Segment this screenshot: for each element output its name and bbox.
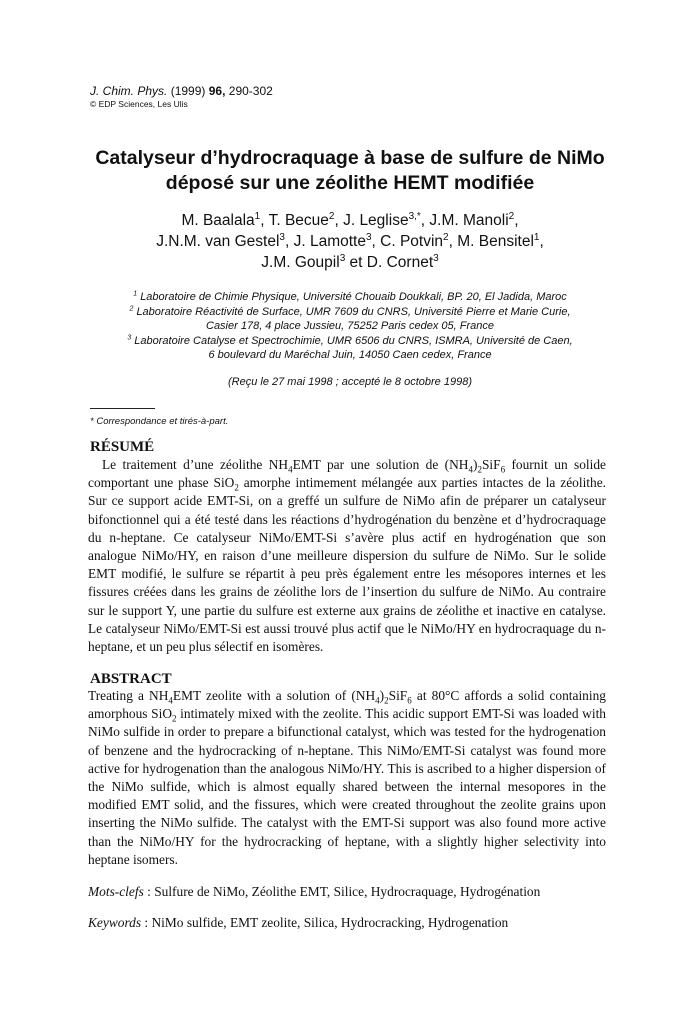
affiliation-line: Laboratoire Catalyse et Spectrochimie, UMR 6506 du CNRS, ISMRA, Université de Caen, (134, 334, 573, 347)
subscript: 2 (477, 464, 482, 475)
author: T. Becue (268, 212, 329, 229)
abstract-text-run: ) (379, 688, 385, 703)
title-line-2: déposé sur une zéolithe HEMT modifiée (165, 172, 535, 194)
affiliation-number: 3 (127, 333, 132, 341)
footnote-rule (90, 408, 155, 409)
author-separator: , (448, 233, 458, 250)
keywords-text: : NiMo sulfide, EMT zeolite, Silica, Hydrocracking, Hydrogenation (141, 915, 509, 930)
author-affiliation-mark: 2 (443, 231, 449, 243)
abstract-text-run: Treating a NH (88, 688, 169, 703)
author-affiliation-mark: 3 (279, 231, 285, 243)
author-affiliation-mark: 2 (328, 210, 335, 222)
journal-name: J. Chim. Phys. (90, 84, 168, 98)
title-line-1: Catalyseur d’hydrocraquage à base de sulfure de NiMo (95, 147, 605, 169)
keywords-label: Keywords (88, 915, 142, 930)
author: J.M. Manoli (429, 212, 509, 229)
author-separator: , (260, 212, 269, 229)
author: M. Baalala (181, 212, 255, 229)
resume-text-run: fournit un solide comportant une phase SiO (88, 457, 606, 491)
subscript: 4 (375, 695, 380, 706)
journal-citation (90, 84, 273, 98)
mots-clefs-line (88, 883, 608, 901)
author: M. Bensitel (457, 233, 534, 250)
author: J. Leglise (343, 212, 409, 229)
resume-text-run: ) (472, 457, 478, 472)
author: J. Lamotte (293, 233, 366, 250)
author-affiliation-mark: 1 (533, 231, 540, 243)
resume-text-run: amorphe intimement mélangée aux parties intactes de la zéolithe. Sur ce support acide EMT-Si, on a greffé un sulfure de NiMo afin de préparer un catalyseur bifonctionnel qui a été testé dans les réactions d’hydrogénation du benzène et d’hydrocraquage du n-heptane. Ce catalyseur NiMo/EMT-Si s’avère plus actif en hydrogénation que son analogue NiMo/HY, en raison d’une meilleure dispersion du sulfure de NiMo. Sur le solide EMT modifié, le sulfure se répartit à peu près également entre les mésopores internes et les fissures créées dans les grains de zéolithe lors de l’insertion du sulfure de NiMo. Au contraire sur le support Y, une partie du sulfure est externe aux grains de zéolithe et inactive en catalyse. Le catalyseur NiMo/EMT-Si est aussi trouvé plus actif que le NiMo/HY en hydrocraquage du n-heptane, et un peu plus sélectif en isomères. (88, 475, 607, 655)
author: J.M. Goupil (261, 254, 340, 271)
subscript: 4 (168, 695, 173, 706)
affiliations (70, 290, 630, 363)
resume-text-run: Le traitement d’une zéolithe NH (102, 457, 289, 472)
author: J.N.M. van Gestel (156, 233, 280, 250)
keywords-line (88, 914, 608, 932)
subscript: 4 (468, 464, 473, 475)
author: C. Potvin (380, 233, 444, 250)
abstract-body (88, 687, 606, 869)
abstract-text-run: SiF (388, 688, 408, 703)
journal-pages: 290-302 (228, 84, 273, 98)
affiliation-line: Laboratoire de Chimie Physique, Université Chouaib Doukkali, BP. 20, El Jadida, Maroc (140, 291, 567, 303)
affiliation-line: 6 boulevard du Maréchal Juin, 14050 Caen cedex, France (208, 349, 492, 361)
affiliation-3 (70, 334, 630, 363)
author-affiliation-mark: 1 (254, 210, 261, 222)
author-affiliation-mark: 3 (365, 231, 372, 243)
journal-year: (1999) (170, 84, 206, 98)
author-separator: , (420, 212, 430, 229)
subscript: 6 (500, 464, 506, 475)
resume-text-run: EMT par une solution de (NH (292, 457, 469, 472)
received-dates: (Reçu le 27 mai 1998 ; accepté le 8 octobre 1998) (228, 376, 472, 388)
author-affiliation-mark: 3,* (408, 210, 421, 222)
mots-clefs-text: : Sulfure de NiMo, Zéolithe EMT, Silice, Hydrocraquage, Hydrogénation (143, 884, 541, 899)
author-separator: , (539, 233, 544, 250)
author-list (90, 210, 610, 273)
abstract-text-run: intimately mixed with the zeolite. This acidic support EMT-Si was loaded with NiMo sulfide in order to prepare a bifunctional catalyst, which was tested for the hydrogenation of benzene and the hydrocracking of n-heptane. This NiMo/EMT-Si catalyst was found more active for hydrogenation than the analogous NiMo/HY. This is ascribed to a higher dispersion of the NiMo sulfide, which is almost equally shared between the internal mesopores in the modified EMT solid, and the fissures, which were created throughout the zeolite grains upon inserting the NiMo sulfide. The catalyst with the EMT-Si support was also found more active than the NiMo/HY for the hydrocracking of heptane, with a slightly higher selectivity into heptane isomers. (88, 706, 606, 867)
resume-heading: RÉSUMÉ (90, 439, 155, 455)
affiliation-1 (70, 290, 630, 305)
subscript: 4 (288, 464, 293, 475)
author-separator: , (514, 212, 519, 229)
affiliation-number: 2 (129, 304, 134, 312)
correspondence-footnote: * Correspondance et tirés-à-part. (90, 416, 229, 427)
subscript: 6 (407, 695, 412, 706)
author-affiliation-mark: 3 (433, 252, 439, 264)
affiliation-2 (70, 305, 630, 334)
subscript: 2 (172, 713, 177, 724)
abstract-heading: ABSTRACT (90, 671, 172, 687)
author-separator: , (284, 233, 294, 250)
author-separator: et (345, 254, 367, 271)
author-separator: , (371, 233, 381, 250)
affiliation-number: 1 (133, 290, 138, 298)
resume-body (88, 456, 606, 656)
paper-title (60, 146, 640, 196)
resume-text-run: SiF (481, 457, 501, 472)
abstract-text-run: at 80°C affords a solid containing amorphous SiO (88, 688, 606, 722)
affiliation-line: Laboratoire Réactivité de Surface, UMR 7609 du CNRS, Université Pierre et Marie Curie, (136, 305, 571, 318)
journal-volume: 96, (208, 84, 226, 98)
affiliation-line: Casier 178, 4 place Jussieu, 75252 Paris cedex 05, France (206, 320, 494, 332)
author-affiliation-mark: 2 (508, 210, 515, 222)
subscript: 2 (234, 482, 239, 493)
subscript: 2 (384, 695, 389, 706)
author-affiliation-mark: 3 (339, 252, 346, 264)
author-separator: , (334, 212, 344, 229)
copyright-line: © EDP Sciences, Les Ulis (90, 99, 188, 109)
author: D. Cornet (366, 254, 434, 271)
abstract-text-run: EMT zeolite with a solution of (NH (172, 688, 376, 703)
mots-clefs-label: Mots-clefs (88, 884, 144, 899)
